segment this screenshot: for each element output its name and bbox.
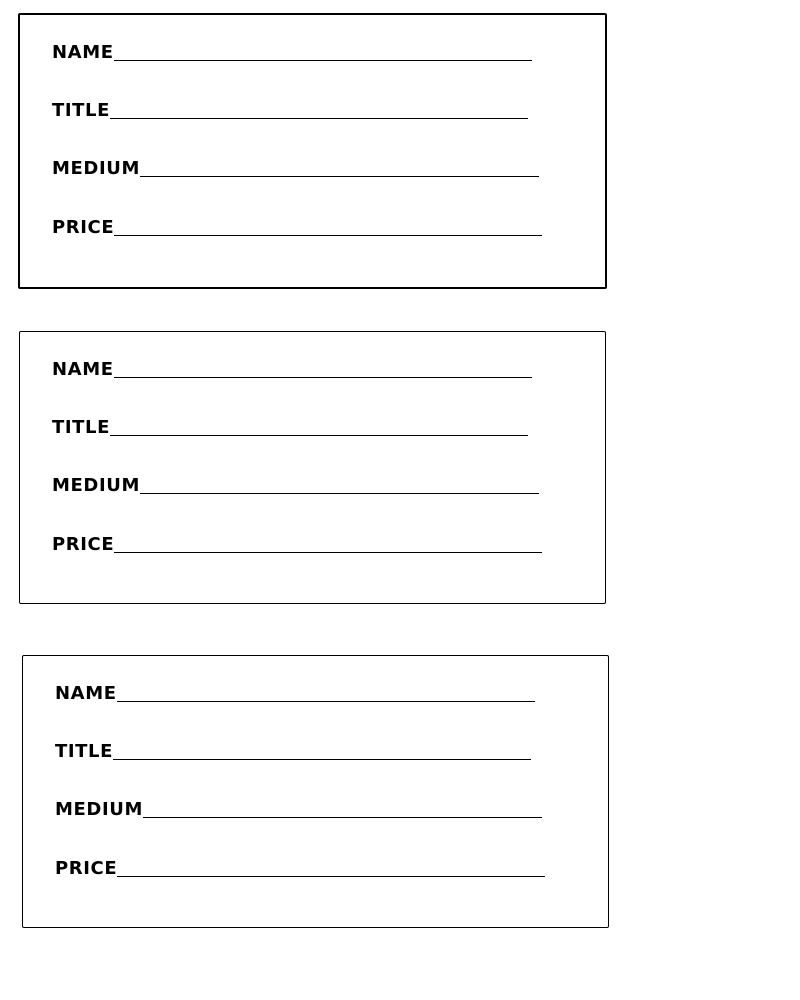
name-label: NAME bbox=[55, 683, 117, 704]
name-field[interactable] bbox=[52, 40, 532, 62]
medium-field[interactable] bbox=[52, 156, 539, 178]
title-label: TITLE bbox=[55, 741, 114, 762]
price-field[interactable] bbox=[52, 532, 542, 554]
medium-blank-line[interactable] bbox=[143, 817, 542, 818]
medium-field[interactable] bbox=[55, 797, 542, 819]
name-label: NAME bbox=[52, 42, 114, 63]
artwork-label-card bbox=[19, 331, 606, 604]
price-field[interactable] bbox=[52, 215, 542, 237]
medium-field[interactable] bbox=[52, 473, 539, 495]
medium-label: MEDIUM bbox=[55, 799, 143, 820]
name-blank-line[interactable] bbox=[114, 377, 532, 378]
title-label: TITLE bbox=[52, 417, 111, 438]
medium-blank-line[interactable] bbox=[140, 176, 539, 177]
name-field[interactable] bbox=[52, 357, 532, 379]
medium-label: MEDIUM bbox=[52, 475, 140, 496]
name-blank-line[interactable] bbox=[114, 60, 532, 61]
price-blank-line[interactable] bbox=[114, 235, 542, 236]
medium-blank-line[interactable] bbox=[140, 493, 539, 494]
title-field[interactable] bbox=[52, 415, 528, 437]
title-field[interactable] bbox=[55, 739, 531, 761]
price-blank-line[interactable] bbox=[117, 876, 545, 877]
price-label: PRICE bbox=[55, 858, 118, 879]
title-blank-line[interactable] bbox=[110, 118, 528, 119]
price-label: PRICE bbox=[52, 217, 115, 238]
name-blank-line[interactable] bbox=[117, 701, 535, 702]
artwork-label-card bbox=[22, 655, 609, 928]
price-blank-line[interactable] bbox=[114, 552, 542, 553]
artwork-label-card bbox=[18, 13, 607, 289]
price-field[interactable] bbox=[55, 856, 545, 878]
title-label: TITLE bbox=[52, 100, 111, 121]
medium-label: MEDIUM bbox=[52, 158, 140, 179]
title-blank-line[interactable] bbox=[110, 435, 528, 436]
name-label: NAME bbox=[52, 359, 114, 380]
title-blank-line[interactable] bbox=[113, 759, 531, 760]
name-field[interactable] bbox=[55, 681, 535, 703]
title-field[interactable] bbox=[52, 98, 528, 120]
price-label: PRICE bbox=[52, 534, 115, 555]
